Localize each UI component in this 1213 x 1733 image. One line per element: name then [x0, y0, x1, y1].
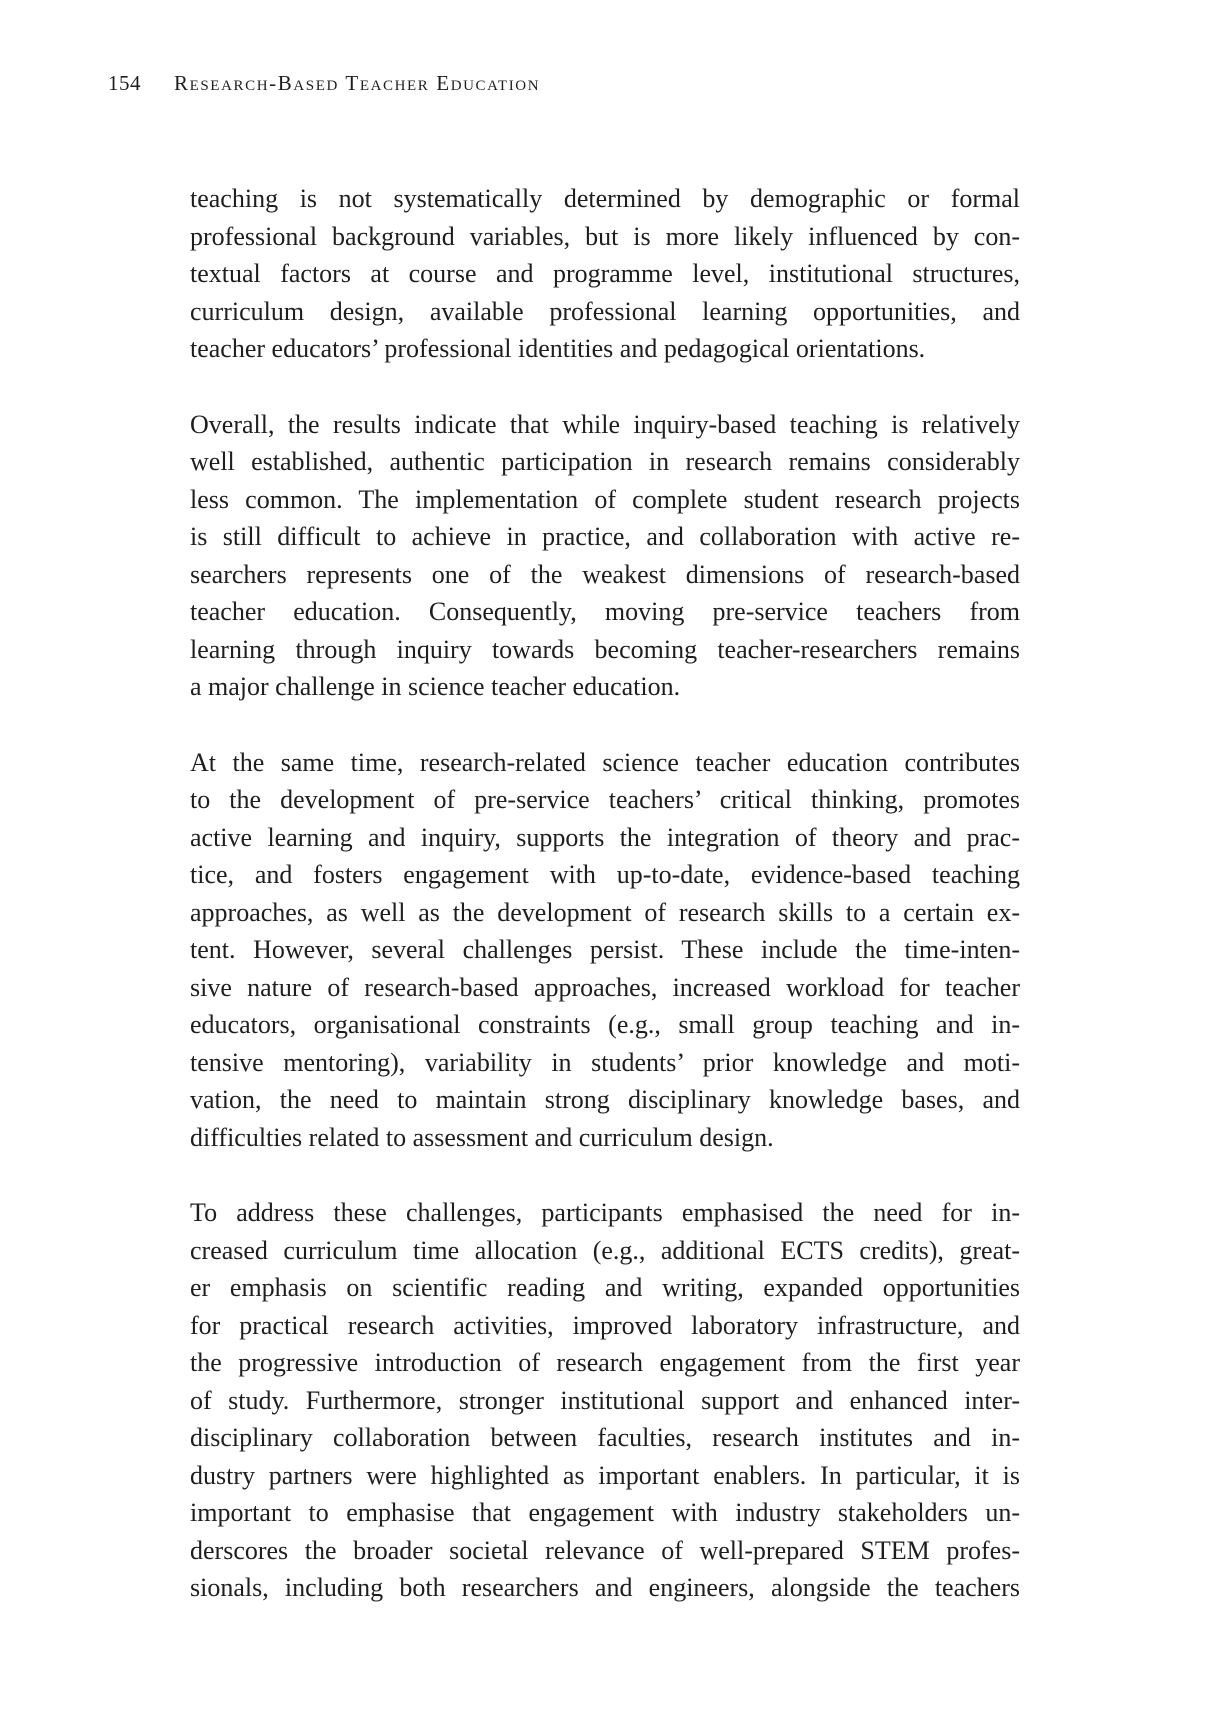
paragraph: [190, 744, 1020, 1157]
text-line: less common. The implementation of complete student research projects: [190, 484, 1020, 514]
text-line: At the same time, research-related science teacher education contributes: [190, 747, 1020, 777]
text-line: to the development of pre-service teachers’ critical thinking, promotes: [190, 785, 1020, 814]
text-line: approaches, as well as the development of research skills to a certain ex-: [190, 897, 1020, 927]
text-line: tice, and fosters engagement with up-to-date, evidence-based teaching: [190, 860, 1020, 889]
text-line: creased curriculum time allocation (e.g., additional ECTS credits), great-: [190, 1235, 1020, 1265]
text-line: a major challenge in science teacher education.: [190, 672, 681, 701]
text-line: Overall, the results indicate that while inquiry-based teaching is relatively: [190, 409, 1020, 439]
text-line: for practical research activities, improved laboratory infrastructure, and: [190, 1310, 1020, 1340]
text-line: teacher education. Consequently, moving pre-service teachers from: [190, 597, 1020, 626]
text-line: sive nature of research-based approaches, increased workload for teacher: [190, 972, 1020, 1002]
text-line: educators, organisational constraints (e.g., small group teaching and in-: [190, 1010, 1020, 1039]
running-title: Research-Based Teacher Education: [174, 71, 541, 95]
text-line: difficulties related to assessment and curriculum design.: [190, 1122, 774, 1152]
text-line: derscores the broader societal relevance of well-prepared STEM profes-: [190, 1535, 1020, 1565]
text-line: searchers represents one of the weakest dimensions of research-based: [190, 559, 1020, 589]
text-line: tent. However, several challenges persist. These include the time-inten-: [190, 935, 1020, 964]
text-line: er emphasis on scientific reading and writing, expanded opportunities: [190, 1273, 1020, 1302]
text-line: dustry partners were highlighted as important enablers. In particular, it is: [190, 1460, 1020, 1490]
text-line: sionals, including both researchers and engineers, alongside the teachers: [190, 1573, 1020, 1602]
page-number: 154: [108, 71, 141, 95]
text-line: teacher educators’ professional identities and pedagogical orientations.: [190, 334, 926, 363]
text-line: teaching is not systematically determined by demographic or formal: [190, 184, 1020, 213]
text-line: of study. Furthermore, stronger institutional support and enhanced inter-: [190, 1385, 1020, 1415]
text-line: well established, authentic participation in research remains considerably: [190, 447, 1020, 476]
text-line: is still difficult to achieve in practice, and collaboration with active re-: [190, 522, 1020, 551]
text-line: disciplinary collaboration between faculties, research institutes and in-: [190, 1423, 1020, 1452]
paragraph: [190, 406, 1020, 706]
paragraph: [190, 1194, 1020, 1607]
text-line: learning through inquiry towards becoming teacher-researchers remains: [190, 634, 1020, 664]
text-line: vation, the need to maintain strong disciplinary knowledge bases, and: [190, 1085, 1020, 1114]
running-head: [108, 70, 540, 96]
text-line: the progressive introduction of research engagement from the first year: [190, 1348, 1020, 1377]
text-line: To address these challenges, participants emphasised the need for in-: [190, 1198, 1020, 1227]
text-line: important to emphasise that engagement with industry stakeholders un-: [190, 1498, 1020, 1527]
text-line: professional background variables, but is more likely influenced by con-: [190, 221, 1020, 251]
text-line: active learning and inquiry, supports the integration of theory and prac-: [190, 822, 1020, 852]
text-line: curriculum design, available professional learning opportunities, and: [190, 296, 1020, 326]
text-line: textual factors at course and programme level, institutional structures,: [190, 259, 1020, 288]
body-text: [190, 180, 1020, 1645]
text-line: tensive mentoring), variability in students’ prior knowledge and moti-: [190, 1047, 1020, 1077]
paragraph: [190, 180, 1020, 368]
